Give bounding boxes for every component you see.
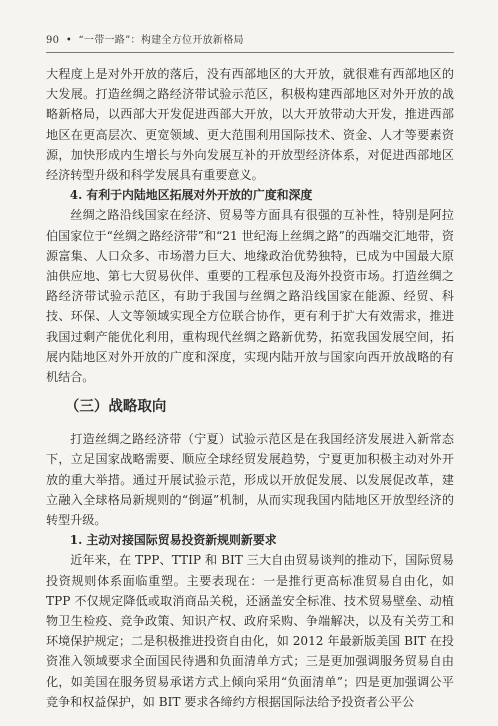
header-rule	[46, 52, 454, 53]
subheading-4: 4. 有利于内陆地区拓展对外开放的广度和深度	[69, 188, 313, 203]
subheading-1: 1. 主动对接国际贸易投资新规则新要求	[69, 533, 277, 548]
running-title: “一带一路”：构建全方位开放新格局	[78, 35, 244, 46]
paragraph-3: 打造丝绸之路经济带（宁夏）试验示范区是在我国经济发展进入新常态下，立足国家战略需要、顺应全球经贸发展趋势，宁夏更加积极主动对外开放的重大举措。通过开展试验示范，形成以开放促发展、以发展促改革，建立融入全球格局新规则的“倒逼”机制，从而实现我国内陆地区开放型经济的转型升级。	[46, 432, 454, 528]
paragraph-4: 近年来，在 TPP、TTIP 和 BIT 三大自由贸易谈判的推动下，国际贸易投资规则体系面临重塑。主要表现在：一是推行更高标准贸易自由化，如 TPP 不仅规定降低或取消商品关税，还涵盖安全标准、技术贸易壁垒、动植物卫生检疫、竞争政策、知识产权、政府采购、争端解决，以及有关劳工和环境保护规定；二是积极推进投资自由化，如 2012 年最新版美国 BIT 在投资准入领域要求全面国民待遇和负面清单方式；三是更加强调服务贸易自由化，如美国在服务贸易承诺方式上倾向采用“负面清单”；四是更加强调公平竞争和权益保护，如 BIT 要求各缔约方根据国际法给予投资者公平公	[46, 553, 454, 709]
section-heading: （三）战略取向	[64, 398, 167, 416]
page-number: 90	[46, 35, 60, 46]
running-header	[46, 31, 244, 46]
paragraph-2: 丝绸之路沿线国家在经济、贸易等方面具有很强的互补性，特别是阿拉伯国家位于“丝绸之路经济带”和“21 世纪海上丝绸之路”的西端交汇地带，资源富集、人口众多、市场潜力巨大、地缘政治优势独特，已成为中国最大原油供应地、第七大贸易伙伴、重要的工程承包及海外投资市场。打造丝绸之路经济带试验示范区，有助于我国与丝绸之路沿线国家在能源、经贸、科技、环保、人文等领域实现全方位联合协作，更有利于扩大有效需求，推进我国过剩产能优化利用，重构现代丝绸之路新优势，拓宽我国发展空间，拓展内陆地区对外开放的广度和深度，实现内陆开放与国家向西开放战略的有机结合。	[46, 208, 454, 385]
body-text	[46, 64, 454, 712]
header-separator: •	[65, 35, 73, 46]
paragraph-continued: 大程度上是对外开放的落后，没有西部地区的大开放，就很难有西部地区的大发展。打造丝绸之路经济带试验示范区，积极构建西部地区对外开放的战略新格局，以西部大开发促进西部大开放，以大开放带动大开发，推进西部地区在更高层次、更宽领域、更大范围利用国际技术、资金、人才等要素资源，加快形成内生增长与外向发展互补的开放型经济体系，对促进西部地区经济转型升级和科学发展具有重要意义。	[46, 67, 454, 183]
